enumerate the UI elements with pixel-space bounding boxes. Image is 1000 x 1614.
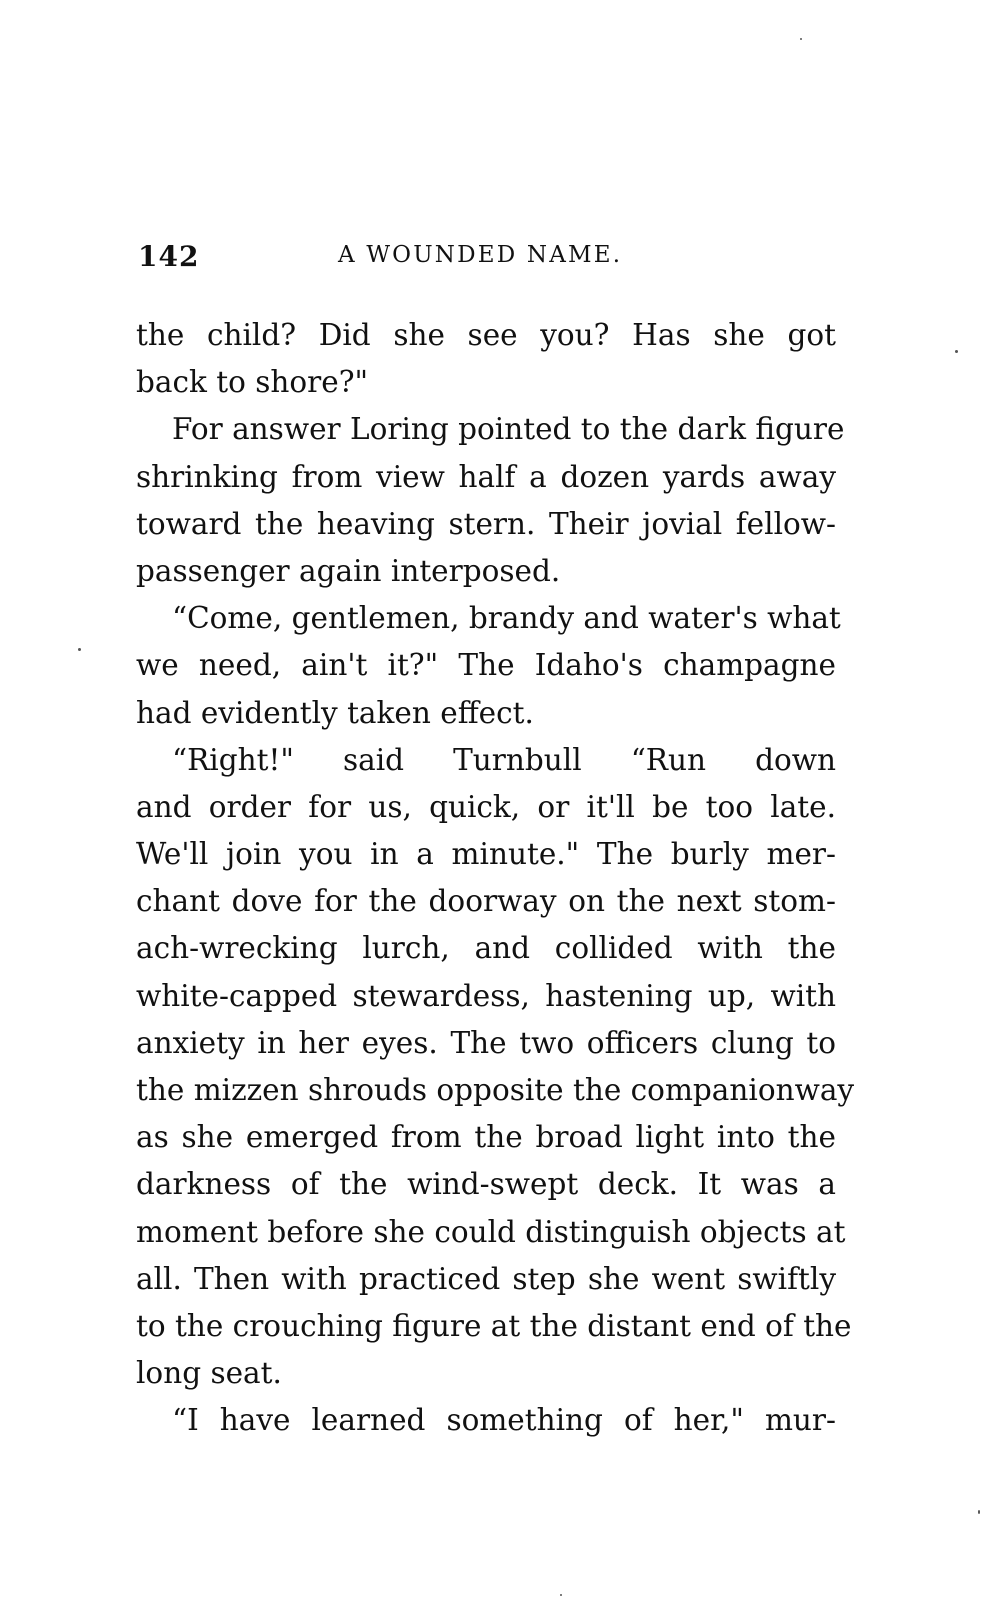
page-number: 142 xyxy=(138,240,200,273)
text-line: chant dove for the doorway on the next stom- xyxy=(136,884,836,919)
scan-speck xyxy=(800,38,802,40)
text-line: shrinking from view half a dozen yards away xyxy=(136,459,836,494)
scan-speck xyxy=(560,1594,562,1596)
text-line: back to shore?" xyxy=(136,365,369,400)
scan-speck xyxy=(978,1510,980,1514)
text-line: white-capped stewardess, hastening up, with xyxy=(136,978,836,1013)
text-line: had evidently taken effect. xyxy=(136,695,534,730)
text-line: anxiety in her eyes. The two officers clung to xyxy=(136,1025,836,1060)
text-line: we need, ain't it?" The Idaho's champagne xyxy=(136,648,836,683)
scan-speck xyxy=(955,350,958,353)
text-line: ach-wrecking lurch, and collided with the xyxy=(136,931,836,966)
text-line: all. Then with practiced step she went swiftly xyxy=(136,1261,836,1296)
text-line: to the crouching figure at the distant end of the xyxy=(136,1308,852,1343)
text-line: “Come, gentlemen, brandy and water's what xyxy=(172,601,841,636)
text-line: the mizzen shrouds opposite the companionway xyxy=(136,1073,855,1107)
text-line: and order for us, quick, or it'll be too late. xyxy=(136,789,836,824)
text-line: We'll join you in a minute." The burly mer- xyxy=(136,837,836,872)
text-line: as she emerged from the broad light into the xyxy=(136,1120,836,1155)
text-line: toward the heaving stern. Their jovial fellow- xyxy=(136,506,836,541)
scan-speck xyxy=(78,648,81,651)
text-line: the child? Did she see you? Has she got xyxy=(136,318,836,352)
text-line: “Right!" said Turnbull “Run down xyxy=(172,742,836,777)
text-line: darkness of the wind-swept deck. It was a xyxy=(136,1167,836,1202)
text-line: passenger again interposed. xyxy=(136,553,561,588)
text-line: “I have learned something of her," mur- xyxy=(172,1403,836,1438)
text-line: long seat. xyxy=(136,1356,282,1391)
running-title: A WOUNDED NAME. xyxy=(338,242,623,268)
text-line: For answer Loring pointed to the dark figure xyxy=(172,412,845,447)
text-line: moment before she could distinguish objects at xyxy=(136,1214,846,1249)
running-head xyxy=(138,240,658,280)
body-text xyxy=(136,312,855,1445)
